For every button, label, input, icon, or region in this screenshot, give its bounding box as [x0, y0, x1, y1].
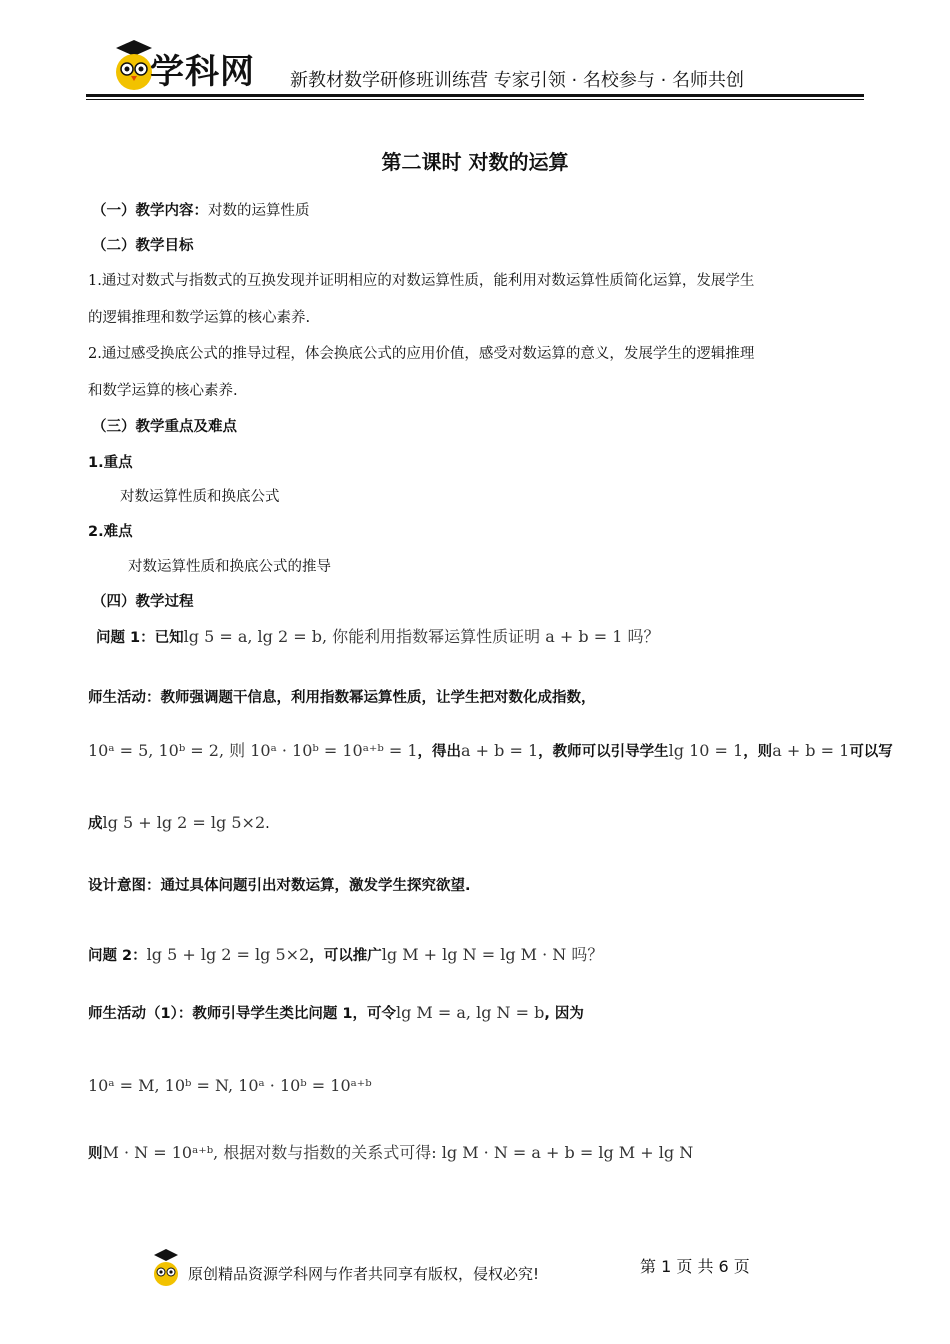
activity-2-eq-2: 10ᵃ = M, 10ᵇ = N, 10ᵃ · 10ᵇ = 10ᵃ⁺ᵇ — [88, 1076, 372, 1095]
key-points-heading: （三）教学重点及难点 — [92, 419, 237, 435]
site-logo-text: 学科网 — [150, 52, 255, 92]
question-2-label: 问题 2： — [88, 948, 147, 964]
key-point-1-text: 对数运算性质和换底公式 — [120, 489, 280, 505]
activity-2-text: 师生活动（1）：教师引导学生类比问题 1，可令 — [88, 1006, 396, 1022]
owl-mascot-footer-icon — [152, 1248, 186, 1288]
content-label: （一）教学内容： — [92, 203, 208, 219]
activity-1-equation-line — [88, 738, 893, 761]
goal-2-line-2: 和数学运算的核心素养. — [88, 383, 238, 399]
question-2 — [88, 942, 603, 965]
activity-2-line-1 — [88, 1002, 584, 1023]
page-number: 第 1 页 共 6 页 — [640, 1257, 750, 1276]
process-heading: （四）教学过程 — [92, 594, 194, 610]
design-intent: 设计意图：通过具体问题引出对数运算，激发学生探究欲望. — [88, 878, 471, 894]
activity-1-eq-5: lg 5 + lg 2 = lg 5×2 — [102, 813, 266, 832]
activity-1-text-6: . — [265, 816, 270, 832]
goal-2-line-1: 2.通过感受换底公式的推导过程，体会换底公式的应用价值，感受对数运算的意义，发展学生的逻辑推理 — [88, 346, 755, 362]
activity-2-text-2: 则 — [88, 1146, 103, 1162]
question-2-eq-1: lg 5 + lg 2 = lg 5×2 — [146, 945, 310, 964]
key-point-2-label: 2.难点 — [88, 524, 133, 540]
activity-1-text: 师生活动：教师强调题干信息，利用指数幂运算性质，让学生把对数化成指数， — [88, 690, 596, 706]
activity-1-eq-1: 10ᵃ = 5, 10ᵇ = 2, 则 10ᵃ · 10ᵇ = 10ᵃ⁺ᵇ = 1 — [88, 741, 418, 760]
activity-1-text-3: ，则 — [743, 744, 773, 760]
key-point-1-label: 1.重点 — [88, 455, 133, 471]
activity-1-text-5: 成 — [88, 816, 103, 832]
activity-2-eq-1: lg M = a, lg N = b — [395, 1003, 545, 1022]
lesson-title: 第二课时 对数的运算 — [381, 150, 569, 174]
activity-1-text-1: ，得出 — [417, 744, 461, 760]
activity-1-text-4: 可以写 — [849, 744, 893, 760]
question-1-label: 问题 1：已知 — [96, 630, 184, 646]
activity-1-continuation — [88, 812, 270, 833]
goal-1-line-1: 1.通过对数式与指数式的互换发现并证明相应的对数运算性质，能利用对数运算性质简化运算，发展学生 — [88, 273, 755, 289]
question-1 — [96, 624, 659, 647]
goals-heading: （二）教学目标 — [92, 238, 194, 254]
activity-2-eq-3: M · N = 10ᵃ⁺ᵇ, 根据对数与指数的关系式可得: lg M · N = a + b = lg M + lg N — [102, 1143, 694, 1162]
header-slogan: 新教材数学研修班训练营 专家引领 · 名校参与 · 名师共创 — [290, 70, 745, 91]
content-text: 对数的运算性质 — [208, 203, 310, 219]
activity-2-text-1: , 因为 — [544, 1006, 584, 1022]
goal-1-line-2: 的逻辑推理和数学运算的核心素养. — [88, 310, 311, 326]
activity-2-line-3 — [88, 1140, 693, 1163]
activity-2-line-2 — [88, 1076, 372, 1095]
question-2-text-1: ，可以推广 — [309, 948, 382, 964]
activity-1-text-2: ，教师可以引导学生 — [538, 744, 669, 760]
question-1-formula: lg 5 = a, lg 2 = b, 你能利用指数幂运算性质证明 a + b = 1 吗？ — [183, 627, 660, 646]
copyright-notice: 原创精品资源学科网与作者共同享有版权，侵权必究! — [188, 1265, 540, 1283]
activity-1-eq-3: lg 10 = 1 — [668, 741, 744, 760]
header-rule-thick — [86, 94, 864, 97]
header-rule-thin — [86, 99, 864, 100]
activity-1-eq-4: a + b = 1 — [772, 741, 850, 760]
activity-1-eq-2: a + b = 1 — [461, 741, 539, 760]
question-2-eq-2: lg M + lg N = lg M · N 吗？ — [381, 945, 604, 964]
key-point-2-text: 对数运算性质和换底公式的推导 — [128, 559, 331, 575]
content-heading — [92, 199, 310, 220]
